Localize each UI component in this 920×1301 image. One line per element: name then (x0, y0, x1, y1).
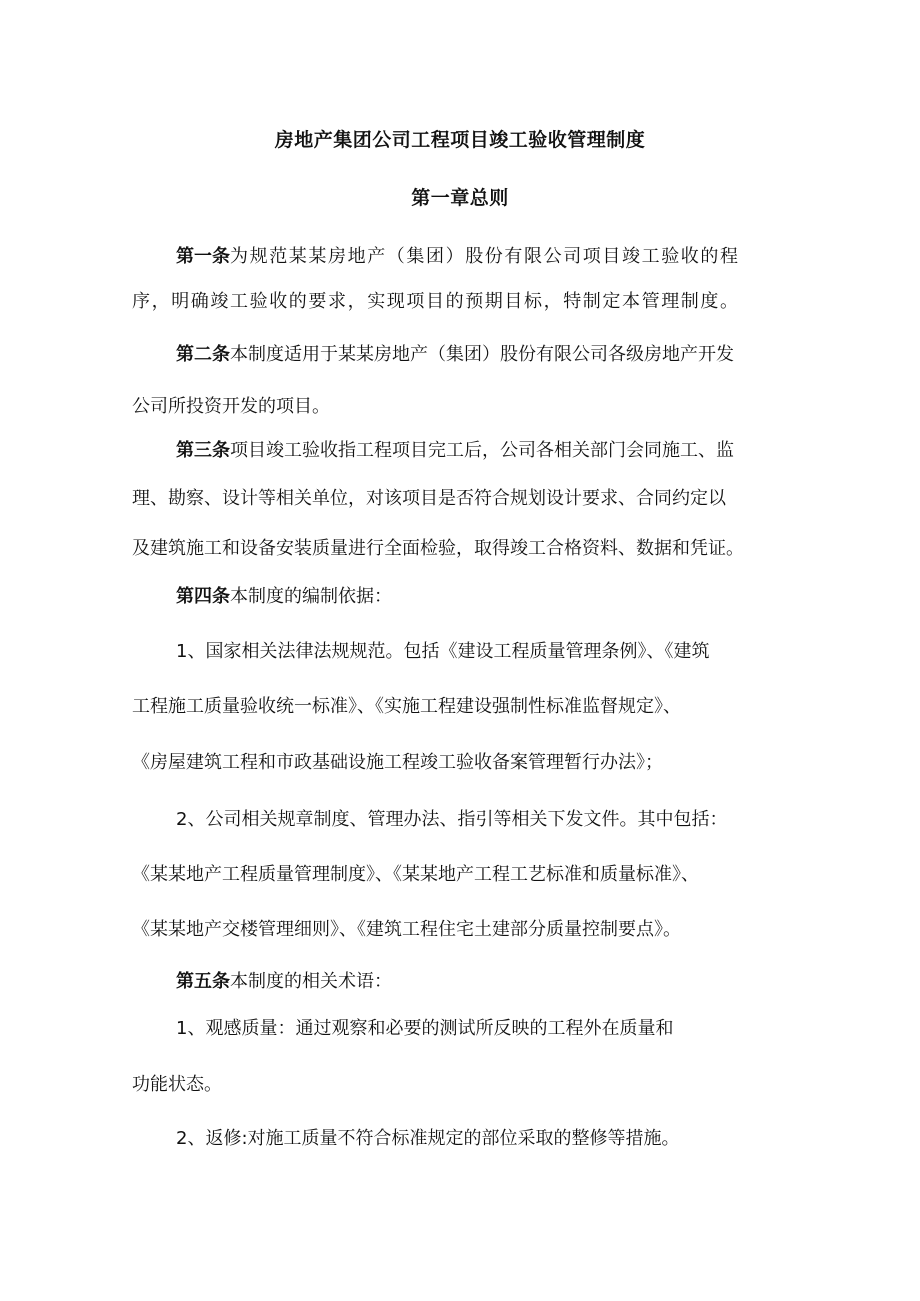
article-2-text: 本制度适用于某某房地产（集团）股份有限公司各级房地产开发 (230, 344, 734, 365)
article-4-item-1-line-2: 工程施工质量验收统一标准》、《实施工程建设强制性标准监督规定》、 (132, 696, 681, 717)
article-1-line-1 (176, 245, 740, 269)
article-4-item-2-line-2: 《某某地产工程质量管理制度》、《某某地产工程工艺标准和质量标准》、 (132, 864, 699, 885)
article-2-line-2: 公司所投资开发的项目。 (132, 396, 330, 417)
document-title: 房地产集团公司工程项目竣工验收管理制度 (274, 129, 646, 151)
article-2-label: 第二条 (176, 344, 230, 365)
chapter-heading: 第一章总则 (411, 187, 509, 209)
article-4-item-1-line-1: 1、国家相关法律法规规范。包括《建设工程质量管理条例》、《建筑 (176, 641, 710, 662)
article-3-line-3: 及建筑施工和设备安装质量进行全面检验，取得竣工合格资料、数据和凭证。 (132, 538, 744, 559)
article-2-line-1 (176, 343, 734, 367)
article-5-label: 第五条 (176, 971, 230, 992)
article-5-term-1-line-1: 1、观感质量：通过观察和必要的测试所反映的工程外在质量和 (176, 1018, 674, 1039)
article-5-line-1 (176, 970, 392, 994)
article-5-term-2-line-1: 2、返修:对施工质量不符合标准规定的部位采取的整修等措施。 (176, 1128, 680, 1149)
article-5-text: 本制度的相关术语： (230, 971, 392, 992)
article-4-item-2-line-1: 2、公司相关规章制度、管理办法、指引等相关下发文件。其中包括： (176, 809, 728, 830)
article-4-item-1-line-3: 《房屋建筑工程和市政基础设施工程竣工验收备案管理暂行办法》； (132, 752, 663, 773)
article-1-line-2: 序，明确竣工验收的要求，实现项目的预期目标，特制定本管理制度。 (132, 291, 740, 312)
article-4-text: 本制度的编制依据： (230, 586, 392, 607)
article-3-line-1 (176, 439, 734, 463)
article-1-text: 为规范某某房地产（集团）股份有限公司项目竣工验收的程 (230, 246, 740, 267)
article-3-line-2: 理、勘察、设计等相关单位，对该项目是否符合规划设计要求、合同约定以 (132, 488, 726, 509)
article-1-label: 第一条 (176, 246, 230, 267)
article-3-text: 项目竣工验收指工程项目完工后，公司各相关部门会同施工、监 (230, 440, 734, 461)
article-5-term-1-line-2: 功能状态。 (132, 1074, 222, 1095)
article-3-label: 第三条 (176, 440, 230, 461)
article-4-label: 第四条 (176, 586, 230, 607)
article-4-item-2-line-3: 《某某地产交楼管理细则》、《建筑工程住宅土建部分质量控制要点》。 (132, 919, 681, 940)
article-4-line-1 (176, 585, 392, 609)
